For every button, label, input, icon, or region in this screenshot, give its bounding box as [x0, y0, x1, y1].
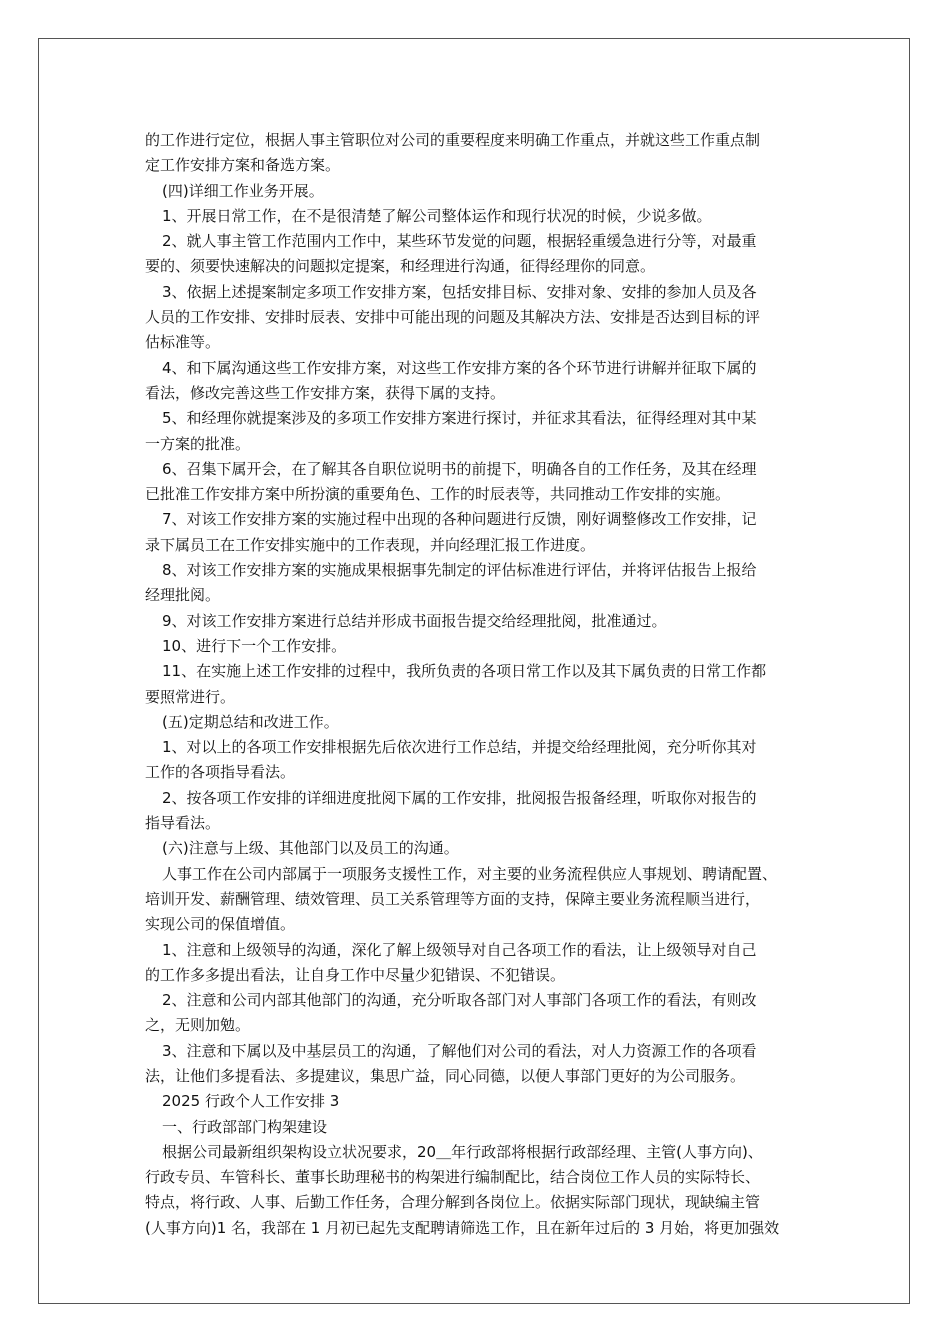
text-line: 的工作进行定位，根据人事主管职位对公司的重要程度来明确工作重点，并就这些工作重点制 [145, 131, 761, 149]
text-line: 根据公司最新组织架构设立状况要求，20＿年行政部将根据行政部经理、主管(人事方向)、 [162, 1142, 763, 1161]
text-line: 2、按各项工作安排的详细进度批阅下属的工作安排，批阅报告报备经理，听取你对报告的 [162, 788, 757, 807]
text-line: 4、和下属沟通这些工作安排方案，对这些工作安排方案的各个环节进行讲解并征取下属的 [162, 358, 757, 377]
text-line: 2、注意和公司内部其他部门的沟通，充分听取各部门对人事部门各项工作的看法，有则改 [162, 991, 757, 1010]
text-line: 一、行政部部门构架建设 [162, 1117, 328, 1136]
text-line: 指导看法。 [145, 814, 221, 833]
text-line: 7、对该工作安排方案的实施过程中出现的各种问题进行反馈，刚好调整修改工作安排，记 [162, 510, 757, 529]
text-line: 2、就人事主管工作范围内工作中，某些环节发觉的问题，根据轻重缓急进行分等，对最重 [162, 232, 757, 251]
text-line: 人事工作在公司内部属于一项服务支援性工作，对主要的业务流程供应人事规划、聘请配置、 [162, 864, 778, 883]
text-line: 工作的各项指导看法。 [145, 763, 296, 782]
text-line: 已批准工作安排方案中所扮演的重要角色、工作的时辰表等，共同推动工作安排的实施。 [145, 485, 731, 504]
text-line: 3、注意和下属以及中基层员工的沟通，了解他们对公司的看法，对人力资源工作的各项看 [162, 1041, 757, 1060]
text-line: 2025 行政个人工作安排 3 [162, 1092, 340, 1111]
text-line: 经理批阅。 [145, 586, 221, 605]
text-line: 一方案的批准。 [145, 434, 251, 453]
text-line: 特点，将行政、人事、后勤工作任务，合理分解到各岗位上。依据实际部门现状，现缺编主管 [145, 1193, 761, 1212]
text-line: 8、对该工作安排方案的实施成果根据事先制定的评估标准进行评估，并将评估报告上报给 [162, 561, 757, 580]
text-line: 1、开展日常工作，在不是很清楚了解公司整体运作和现行状况的时候，少说多做。 [162, 206, 712, 225]
text-line: 定工作安排方案和备选方案。 [145, 156, 341, 175]
text-line: 要的、须要快速解决的问题拟定提案，和经理进行沟通，征得经理你的同意。 [145, 257, 656, 276]
text-line: 法，让他们多提看法、多提建议，集思广益，同心同德，以便人事部门更好的为公司服务。 [145, 1066, 746, 1085]
text-line: 3、依据上述提案制定多项工作安排方案，包括安排目标、安排对象、安排的参加人员及各 [162, 282, 757, 301]
text-line: (人事方向)1 名，我部在 1 月初已起先支配聘请筛选工作，且在新年过后的 3 月始，将更加强效 [145, 1218, 780, 1237]
text-line: 5、和经理你就提案涉及的多项工作安排方案进行探讨，并征求其看法，征得经理对其中某 [162, 409, 757, 428]
text-line: (四)详细工作业务开展。 [162, 181, 324, 200]
text-line: 11、在实施上述工作安排的过程中，我所负责的各项日常工作以及其下属负责的日常工作都 [162, 662, 767, 681]
text-line: 的工作多多提出看法，让自身工作中尽量少犯错误、不犯错误。 [145, 965, 566, 984]
text-line: (五)定期总结和改进工作。 [162, 712, 339, 731]
text-line: 实现公司的保值增值。 [145, 915, 296, 934]
text-line: 9、对该工作安排方案进行总结并形成书面报告提交给经理批阅，批准通过。 [162, 611, 667, 630]
text-line: 估标准等。 [145, 333, 221, 352]
text-line: 1、注意和上级领导的沟通，深化了解上级领导对自己各项工作的看法，让上级领导对自己 [162, 940, 757, 959]
text-line: 录下属员工在工作安排实施中的工作表现，并向经理汇报工作进度。 [145, 535, 596, 554]
text-line: 6、召集下属开会，在了解其各自职位说明书的前提下，明确各自的工作任务，及其在经理 [162, 459, 757, 478]
text-line: 人员的工作安排、安排时辰表、安排中可能出现的问题及其解决方法、安排是否达到目标的评 [145, 308, 761, 327]
document-body [145, 128, 810, 1241]
text-line: 之，无则加勉。 [145, 1016, 251, 1035]
text-line: 行政专员、车管科长、董事长助理秘书的构架进行编制配比，结合岗位工作人员的实际特长、 [145, 1168, 761, 1187]
text-line: 要照常进行。 [145, 687, 236, 706]
text-line: 1、对以上的各项工作安排根据先后依次进行工作总结，并提交给经理批阅，充分听你其对 [162, 738, 757, 757]
text-line: (六)注意与上级、其他部门以及员工的沟通。 [162, 839, 459, 858]
text-line: 看法，修改完善这些工作安排方案，获得下属的支持。 [145, 383, 506, 402]
text-line: 培训开发、薪酬管理、绩效管理、员工关系管理等方面的支持，保障主要业务流程顺当进行， [145, 889, 761, 908]
text-line: 10、进行下一个工作安排。 [162, 636, 347, 655]
